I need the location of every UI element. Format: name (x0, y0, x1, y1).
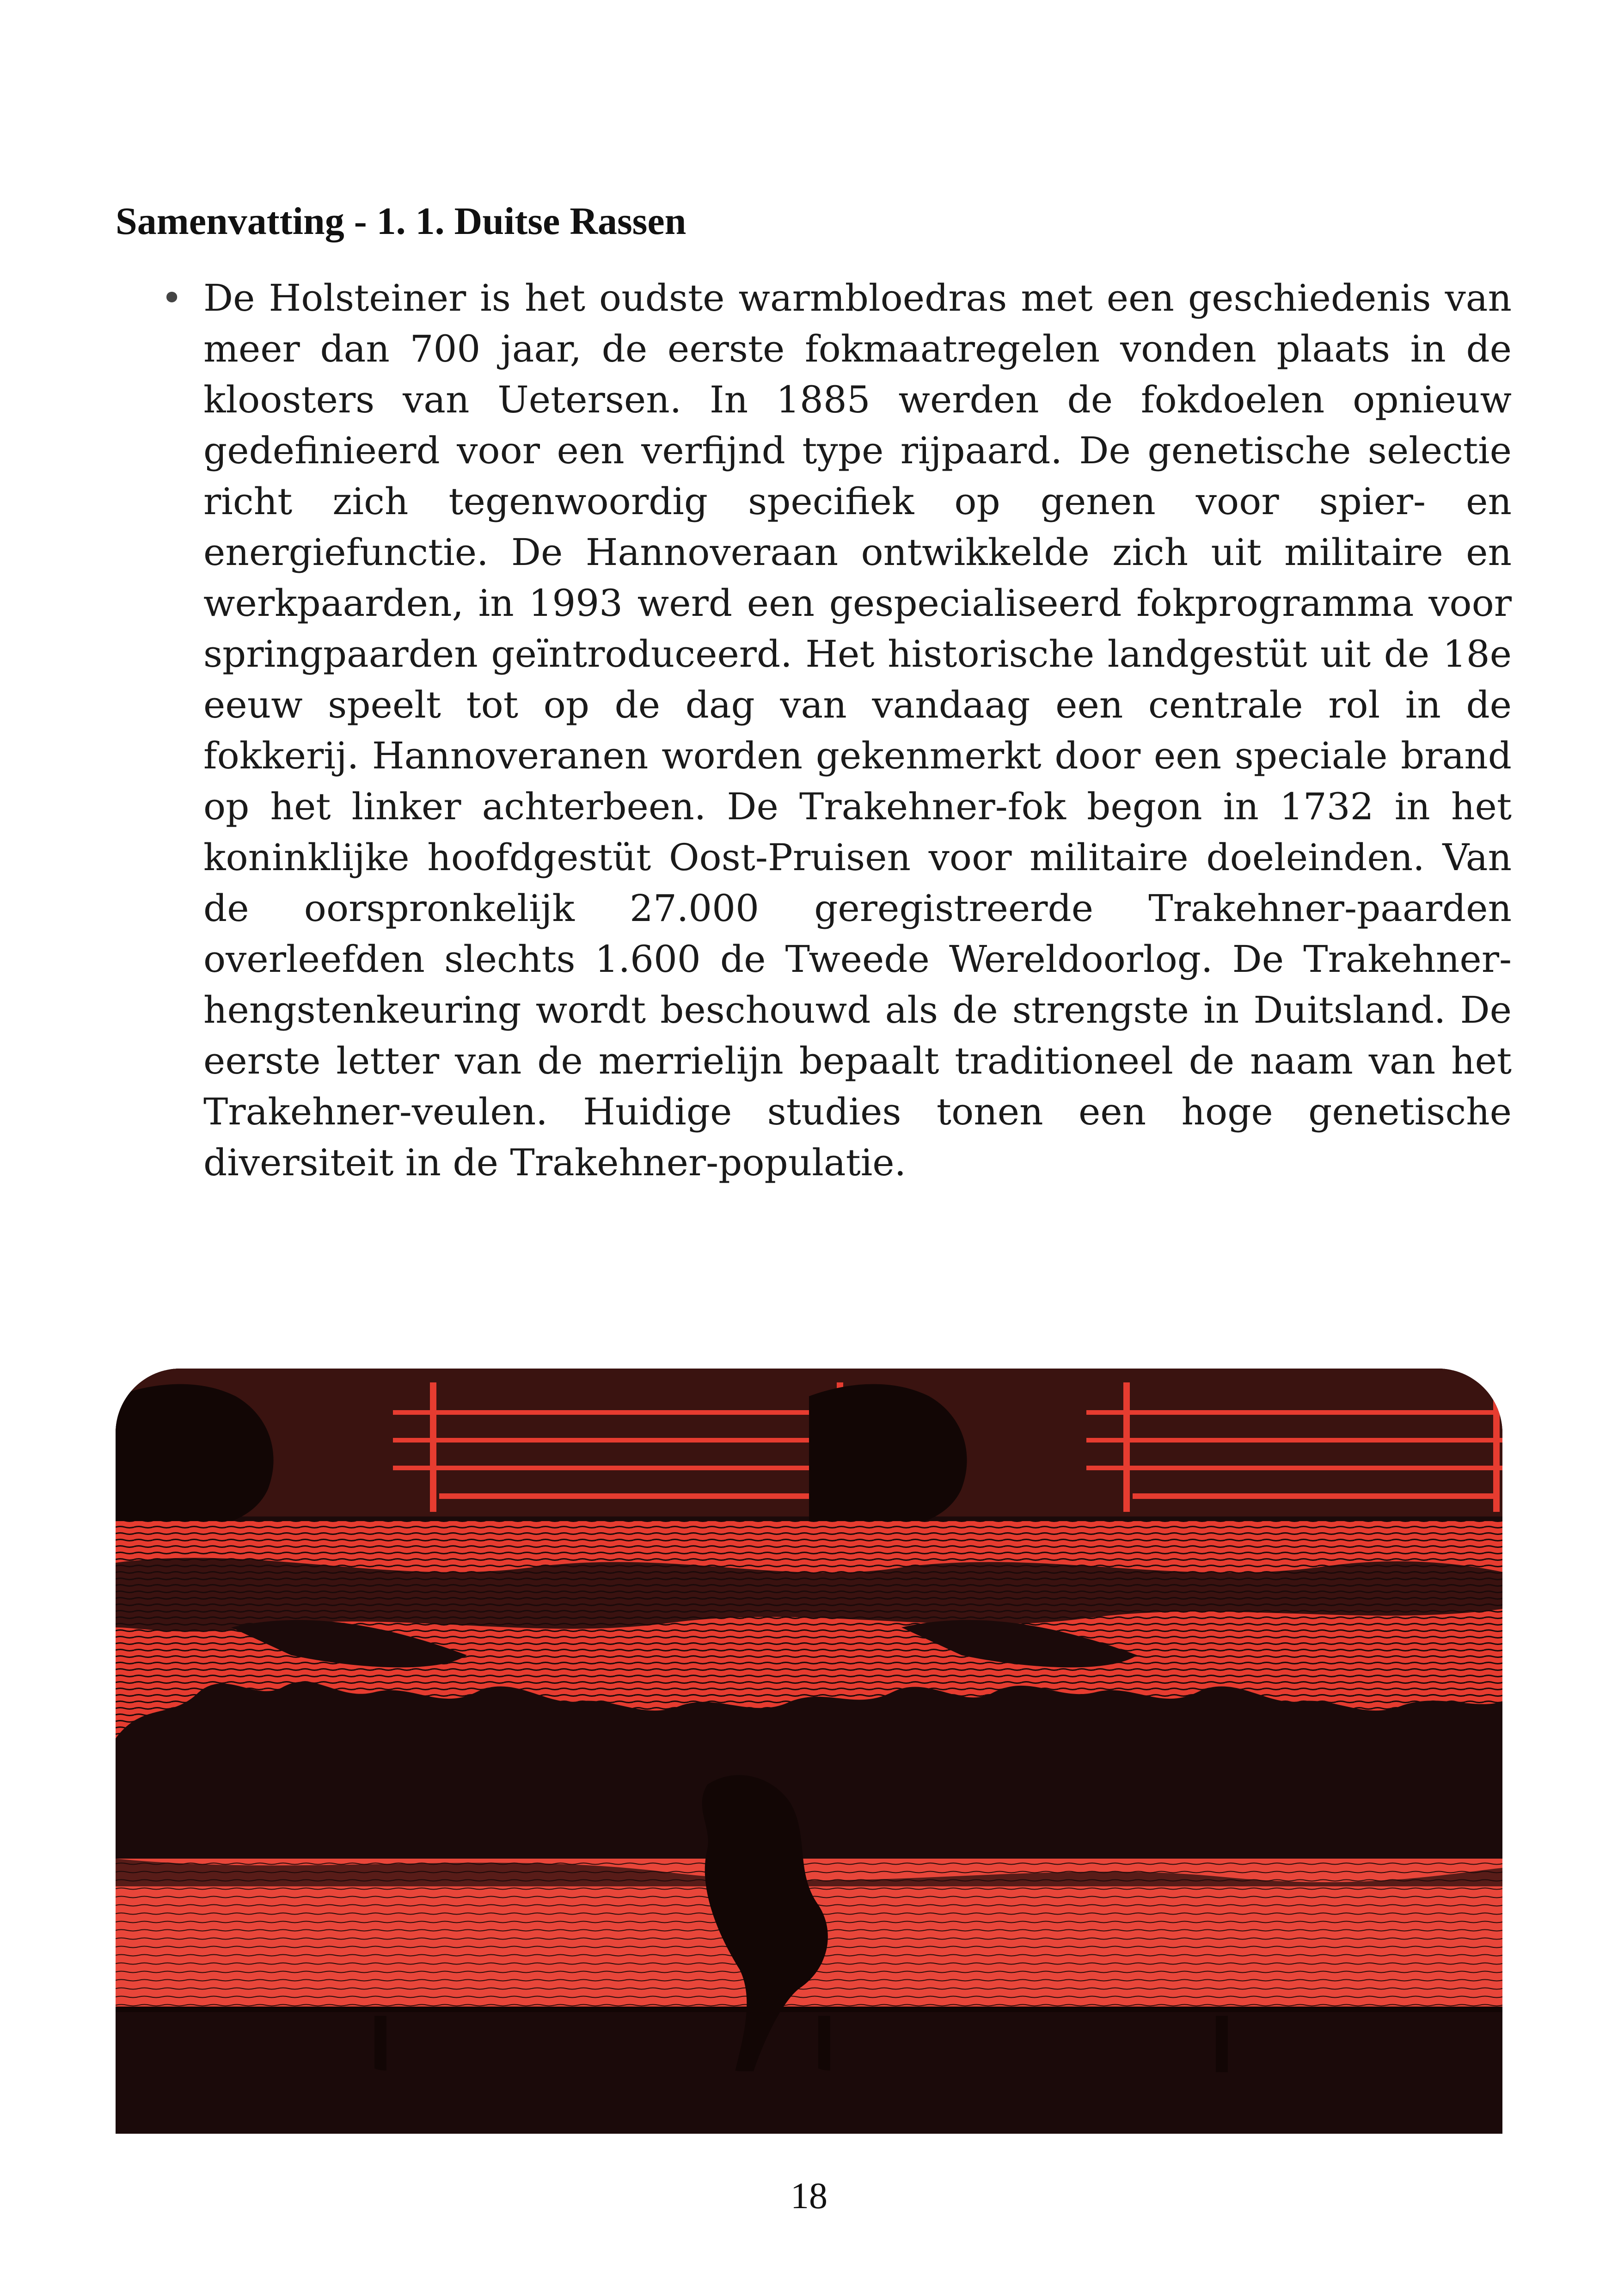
summary-paragraph: De Holsteiner is het oudste warmbloedras met een geschiedenis van meer dan 700 jaar, de eerste fokmaatregelen vonden plaats in de kloosters van Uetersen. In 1885 werden de fokdoelen opnieuw gedefinieerd voor een verfijnd type rijpaard. De genetische selectie richt zich tegenwoordig specifiek op genen voor spier- en energiefunctie. De Hannoveraan ontwikkelde zich uit militaire en werkpaarden, in 1993 werd een gespecialiseerd fokprogramma voor springpaarden geïntroduceerd. Het historische landgestüt uit de 18e eeuw speelt tot op de dag van vandaag een centrale rol in de fokkerij. Hannoveranen worden gekenmerkt door een speciale brand op het linker achterbeen. De Trakehner-fok begon in 1732 in het koninklijke hoofdgestüt Oost-Pruisen voor militaire doeleinden. Van de oorspronkelijk 27.000 geregistreerde Trakehner-paarden overleefden slechts 1.600 de Tweede Wereldoorlog. De Trakehner-hengstenkeuring wordt beschouwd als de strengste in Duitsland. De eerste letter van de merrielijn bepaalt traditioneel de naam van het Trakehner-veulen. Huidige studies tonen een hoge genetische diversiteit in de Trakehner-populatie. (203, 276, 1512, 1184)
summary-list (116, 273, 1512, 1188)
page-number: 18 (791, 2176, 827, 2216)
woodcut-horse-landscape-illustration (116, 1369, 1502, 2134)
bullet-icon: • (161, 276, 183, 319)
section-heading: Samenvatting - 1. 1. Duitse Rassen (116, 200, 686, 243)
list-item (116, 273, 1512, 1188)
illustration-svg (116, 1369, 1502, 2134)
